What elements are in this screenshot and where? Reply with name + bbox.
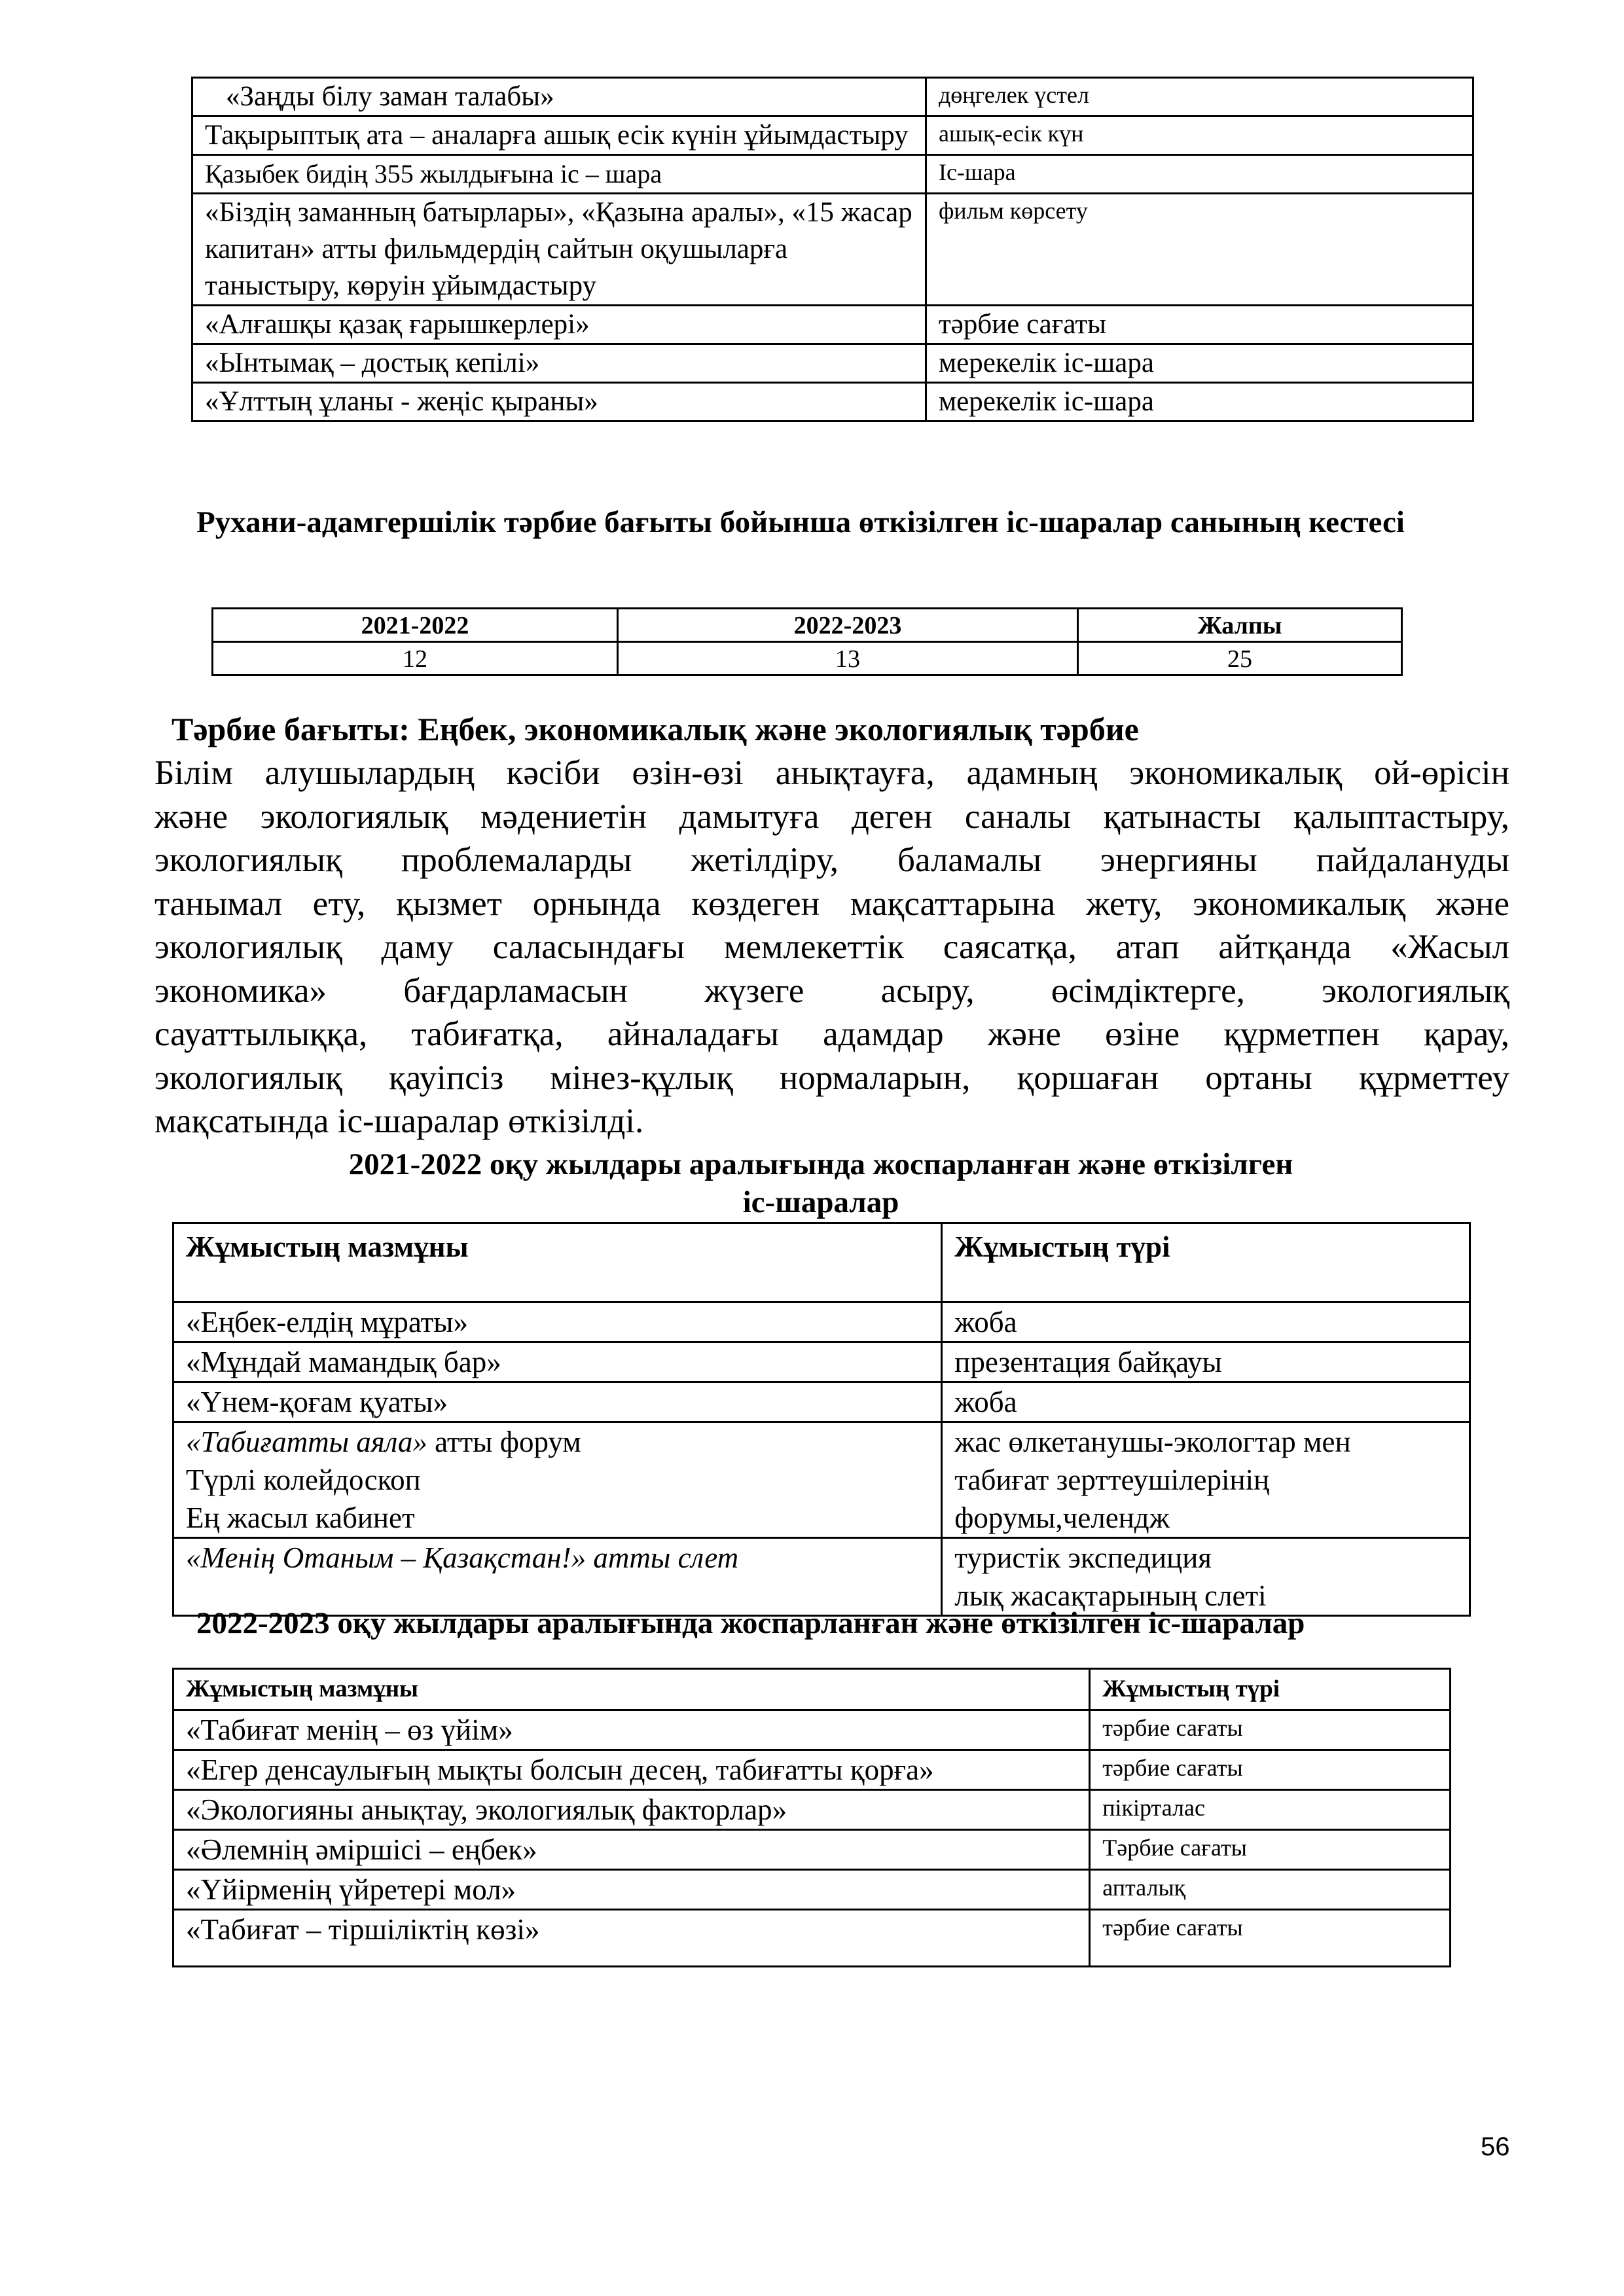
table-header-cell: Жалпы xyxy=(1078,609,1402,642)
table-row xyxy=(173,1302,1470,1342)
paragraph-line: Білім алушылардың кәсіби өзін-өзі анықтауға, адамның экономикалық ой-өрісін xyxy=(154,754,1509,792)
count-table-heading: Рухани-адамгершілік тәрбие бағыты бойынша өткізілген іс-шаралар санының кестесі xyxy=(196,505,1405,539)
table-row xyxy=(173,1790,1451,1830)
table-cell-type: мерекелік іс-шара xyxy=(926,383,1473,422)
table-header-cell: Жұмыстың түрі xyxy=(942,1223,1470,1302)
events-table-top xyxy=(191,77,1474,422)
table-cell-content: «Мұндай мамандық бар» xyxy=(173,1342,942,1382)
table-row xyxy=(192,78,1473,117)
year1-heading-line: 2021-2022 оқу жылдары аралығында жоспарланған және өткізілген xyxy=(348,1147,1293,1181)
table-cell-type: тәрбие сағаты xyxy=(1090,1910,1451,1967)
year2-heading: 2022-2023 оқу жылдары аралығында жоспарланған және өткізілген іс-шаралар xyxy=(196,1606,1305,1640)
table-cell-content: Тақырыптық ата – аналарға ашық есік күнін ұйымдастыру xyxy=(192,117,926,155)
table-cell-content xyxy=(173,1422,942,1538)
table-row xyxy=(173,1830,1451,1870)
slet-type-line: лық жасақтарының слеті xyxy=(954,1579,1267,1612)
table-row xyxy=(192,194,1473,306)
table-cell: 25 xyxy=(1078,642,1402,675)
table-cell-content: «Алғашқы қазақ ғарышкерлері» xyxy=(192,306,926,344)
table-row xyxy=(173,1910,1451,1967)
table-header-row xyxy=(173,1223,1470,1302)
forum-title: «Табиғатты аяла» xyxy=(186,1426,427,1458)
table-header-row xyxy=(173,1669,1451,1710)
events-table-2021 xyxy=(172,1222,1471,1617)
table-cell-content: «Ұлттың ұланы - жеңіс қыраны» xyxy=(192,383,926,422)
paragraph-line: мақсатында іс-шаралар өткізілді. xyxy=(154,1102,644,1140)
table-header-cell: 2021-2022 xyxy=(213,609,618,642)
table-header-cell: 2022-2023 xyxy=(618,609,1078,642)
table-cell-type: мерекелік іс-шара xyxy=(926,344,1473,383)
forum-line xyxy=(186,1423,929,1461)
table-cell-content: «Табиғат менің – өз үйім» xyxy=(173,1710,1090,1750)
table-cell-type: фильм көрсету xyxy=(926,194,1473,306)
forum-type-line: табиғат зерттеушілерінің xyxy=(954,1463,1270,1496)
table-cell-type: жоба xyxy=(942,1302,1470,1342)
table-cell-type xyxy=(942,1422,1470,1538)
table-row xyxy=(192,306,1473,344)
count-table xyxy=(211,607,1403,676)
table-row xyxy=(173,1870,1451,1910)
year1-heading-line: іс-шаралар xyxy=(742,1185,899,1219)
table-cell-type: апталық xyxy=(1090,1870,1451,1910)
table-cell-type: жоба xyxy=(942,1382,1470,1422)
table-cell-content: «Менің Отаным – Қазақстан!» атты слет xyxy=(173,1538,942,1616)
table-cell-type: презентация байқауы xyxy=(942,1342,1470,1382)
table-cell-type: дөңгелек үстел xyxy=(926,78,1473,117)
page-number: 56 xyxy=(1481,2132,1510,2161)
table-cell: 12 xyxy=(213,642,618,675)
table-row xyxy=(173,1422,1470,1538)
paragraph-line: танымал ету, қызмет орнында көздеген мақсаттарына жету, экономикалық және xyxy=(154,884,1509,923)
section-heading: Тәрбие бағыты: Еңбек, экономикалық және экологиялық тәрбие xyxy=(171,711,1139,747)
paragraph-line: сауаттылыққа, табиғатқа, айналадағы адамдар және өзіне құрметпен қарау, xyxy=(154,1015,1509,1053)
table-cell-type: пікірталас xyxy=(1090,1790,1451,1830)
table-cell-content: «Экологияны анықтау, экологиялық факторлар» xyxy=(173,1790,1090,1830)
table-cell-content: Қазыбек бидің 355 жылдығына іс – шара xyxy=(192,155,926,194)
table-row xyxy=(192,383,1473,422)
table-cell-content: «Еңбек-елдің мұраты» xyxy=(173,1302,942,1342)
table-cell-content: «Біздің заманның батырлары», «Қазына аралы», «15 жасар капитан» атты фильмдердің сайтын оқушыларға таныстыру, көруін ұйымдастыру xyxy=(192,194,926,306)
paragraph-line: экологиялық даму саласындағы мемлекеттік саясатқа, атап айтқанда «Жасыл xyxy=(154,928,1509,966)
table-cell-content: «Үнем-қоғам қуаты» xyxy=(173,1382,942,1422)
paragraph-line: экологиялық қауіпсіз мінез-құлық нормаларын, қоршаған ортаны құрметтеу xyxy=(154,1058,1509,1097)
table-row xyxy=(192,117,1473,155)
year1-heading xyxy=(171,1145,1470,1221)
table-header-cell: Жұмыстың түрі xyxy=(1090,1669,1451,1710)
table-cell-type: тәрбие сағаты xyxy=(1090,1710,1451,1750)
forum-suffix: атты форум xyxy=(427,1426,581,1458)
table-row xyxy=(192,344,1473,383)
table-cell-type: Іс-шара xyxy=(926,155,1473,194)
paragraph-line: және экологиялық мәдениетін дамытуға деген саналы қатынасты қалыптастыру, xyxy=(154,797,1509,836)
table-cell-type: ашық-есік күн xyxy=(926,117,1473,155)
table-cell-content: «Табиғат – тіршіліктің көзі» xyxy=(173,1910,1090,1967)
forum-type-line: жас өлкетанушы-экологтар мен xyxy=(954,1426,1351,1458)
paragraph-line: экономика» бағдарламасын жүзеге асыру, өсімдіктерге, экологиялық xyxy=(154,971,1509,1010)
paragraph-line: экологиялық проблемаларды жетілдіру, баламалы энергияны пайдалануды xyxy=(154,841,1509,879)
table-row xyxy=(192,155,1473,194)
table-row xyxy=(173,1750,1451,1790)
table-cell-type: тәрбие сағаты xyxy=(1090,1750,1451,1790)
table-cell-type: Тәрбие сағаты xyxy=(1090,1830,1451,1870)
events-table-2022 xyxy=(172,1668,1451,1967)
table-cell-content: «Заңды білу заман талабы» xyxy=(192,78,926,117)
forum-line: Түрлі колейдоскоп xyxy=(186,1463,421,1496)
table-row xyxy=(173,1342,1470,1382)
table-cell-content: «Егер денсаулығың мықты болсын десең, табиғатты қорға» xyxy=(173,1750,1090,1790)
table-row xyxy=(173,1382,1470,1422)
forum-line: Ең жасыл кабинет xyxy=(186,1501,415,1534)
table-header-cell: Жұмыстың мазмұны xyxy=(173,1223,942,1302)
table-row xyxy=(173,1710,1451,1750)
table-header-row xyxy=(213,609,1402,642)
section-paragraph xyxy=(154,751,1509,1143)
table-row xyxy=(213,642,1402,675)
table-cell-content: «Әлемнің әміршісі – еңбек» xyxy=(173,1830,1090,1870)
table-cell-content: «Үйірменің үйретері мол» xyxy=(173,1870,1090,1910)
table-cell-type: тәрбие сағаты xyxy=(926,306,1473,344)
slet-type-line: туристік экспедиция xyxy=(954,1541,1212,1574)
forum-type-line: форумы,челендж xyxy=(954,1501,1170,1534)
table-cell-content: «Ынтымақ – достық кепілі» xyxy=(192,344,926,383)
table-cell: 13 xyxy=(618,642,1078,675)
table-header-cell: Жұмыстың мазмұны xyxy=(173,1669,1090,1710)
